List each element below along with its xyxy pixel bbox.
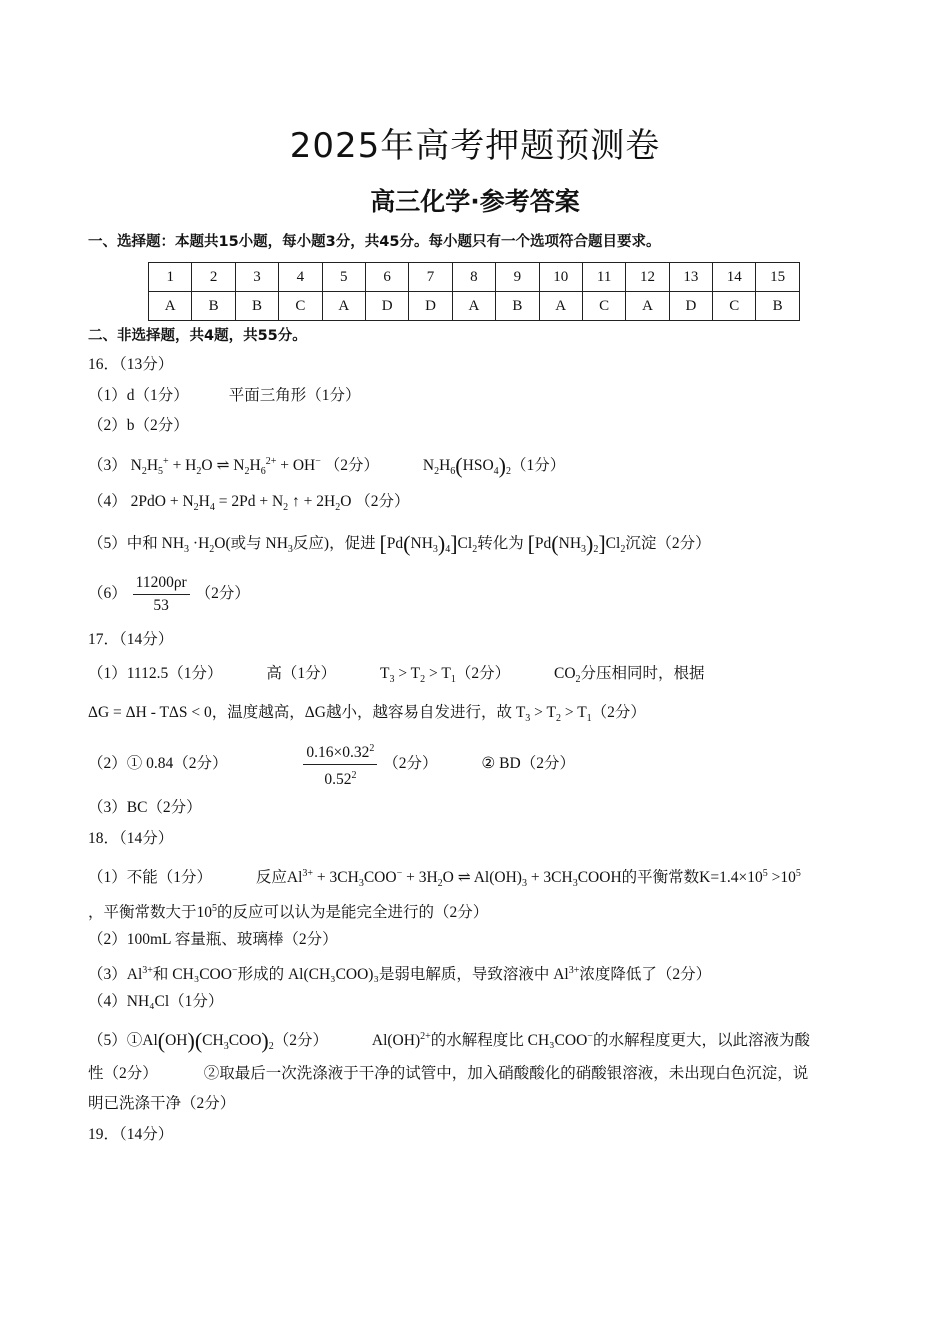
answer-table-answer-cell: B — [235, 292, 278, 321]
q16-part1 — [88, 386, 361, 406]
answer-table-number-cell: 12 — [626, 263, 669, 292]
q18-part1-equation: $Al^{3+} + 3CH_3COO^- + 3H_2O$ ⇌ $Al(OH)_3$ + $3CH_3COOH$ — [286, 868, 622, 890]
q17-part1-temps: $T_3 > T_2 > T_1$ — [380, 665, 456, 686]
q17-part1-cont-text2: 越小，越容易自发进行，故 — [325, 704, 512, 721]
answer-table-number-row — [149, 263, 800, 292]
q16-part3-equation: $N_2H_5^+ + H_2O$ ⇌ $N_2H_6^{2+} + OH^-$ — [130, 456, 321, 478]
q18-part3-text1: （3）Al — [88, 966, 143, 984]
q16-part4 — [88, 492, 410, 518]
q16-part5-text4: 转化为 — [477, 535, 524, 552]
q18-part1 — [88, 864, 801, 894]
q18-part1-cont-text1: ，平衡常数大于 — [88, 904, 197, 922]
answer-table-number-cell: 9 — [496, 263, 539, 292]
q17-part2-numerator: $0.16\times 0.32^2$ — [303, 740, 377, 765]
q17-part2-fraction — [303, 740, 377, 789]
q18-heading: 18．（14分） — [88, 830, 174, 847]
q16-part1-answer: （1）d（1分） — [88, 387, 189, 404]
section2-heading: 二、非选择题，共4题，共55分。 — [88, 328, 307, 344]
q18-part5-line2 — [88, 1064, 808, 1084]
q17-part2-denominator: 0.52$^2$ — [324, 770, 357, 789]
q18-part5-text3: 的水解程度更大，以此溶液为酸 — [592, 1032, 810, 1050]
q17-gibbs-formula: ΔG = ΔH - TΔS < 0 — [88, 704, 212, 721]
q18-part3-text4: 浓度降低了（2分） — [579, 966, 712, 984]
answer-table-answer-cell: C — [279, 292, 322, 321]
answer-table-answer-cell: C — [582, 292, 625, 321]
q18-part1-k: $K=1.4\times 10^5 >10^5$ — [699, 868, 801, 887]
q17-delta-g: ΔG — [304, 704, 326, 721]
q17-part1-answer: （1）1112.5（1分） — [88, 665, 223, 682]
q18-part5: $(5)①Al(OH)(CH_3COO)_2(2$分） Al(OH)$^{2+}$的水解程度比 CH₃COO−的水解程度更大，以此溶液为酸 — [88, 1028, 810, 1054]
q18-part1-cont-text2: 的反应可以认为是能完全进行的（2分） — [217, 904, 489, 922]
answer-table-number-cell: 1 — [149, 263, 192, 292]
page-subtitle: 高三化学·参考答案 — [370, 187, 580, 216]
q16-part3-score2: （1分） — [510, 457, 566, 475]
q16-part5-formula1: $NH_3 \cdot H_2O$ — [161, 535, 226, 556]
q17-part1-cont — [88, 703, 646, 729]
q18-part1-text2: 的平衡常数 — [621, 869, 700, 887]
q18-part5-label: （5）① — [88, 1032, 143, 1050]
q16-part5-text3: 反应)，促进 — [292, 535, 376, 552]
q18-part5-line2-score: 性（2分） — [88, 1065, 158, 1082]
answer-table-answer-cell: D — [365, 292, 408, 321]
q16-part5-text5: 沉淀（2分） — [625, 535, 711, 552]
q16-part3-formula: $N_2H_6(HSO_4)_2$ — [422, 453, 511, 479]
q18-part1-cont-power: $10^5$ — [196, 903, 218, 922]
q18-part3: $(3)Al^{3+}$和 CH₃COO−形成的 Al(CH₃COO)₃是弱电解质，导致溶液中 $Al^{3+}$浓度降低了（2分） — [88, 965, 712, 984]
q16-part6-score: （2分） — [195, 585, 250, 603]
q16-part6-numerator: 11200ρr — [133, 574, 190, 595]
q16-part3 — [88, 452, 565, 482]
answer-table-answer-cell: D — [669, 292, 712, 321]
q16-part5 — [88, 531, 711, 560]
q17-part2-den-text: 0.52 — [324, 771, 352, 789]
q17-part1-co2: $CO_2$ — [553, 665, 581, 686]
q16-part5-label: （5） — [88, 535, 127, 552]
q17-part1-cont-text1: ，温度越高， — [211, 704, 305, 721]
answer-table-number-cell: 15 — [756, 263, 799, 292]
answer-table-number-cell: 10 — [539, 263, 582, 292]
answer-table-number-cell: 7 — [409, 263, 452, 292]
answer-table-number-cell: 5 — [322, 263, 365, 292]
answer-table-answer-cell: A — [149, 292, 192, 321]
answer-table-answer-cell: B — [496, 292, 539, 321]
answer-table-number-cell: 14 — [713, 263, 756, 292]
q17-part2-num-text: 0.16×0.32 — [306, 744, 370, 762]
answer-table-number-cell: 2 — [192, 263, 235, 292]
q16-heading: 16．（13分） — [88, 356, 174, 373]
q18-part1-cont — [88, 899, 488, 923]
answer-table — [148, 262, 800, 321]
answer-table-number-cell: 3 — [235, 263, 278, 292]
q18-part3-text3: 形成的 Al(CH₃COO)₃是弱电解质，导致溶液中 Al — [237, 966, 569, 984]
answer-table-number-cell: 13 — [669, 263, 712, 292]
q17-part1-cont-score: （2分） — [591, 704, 646, 721]
q17-part2-answer2: ② BD（2分） — [481, 755, 575, 773]
q17-part1-temps2: $T_3 > T_2 > T_1$ — [515, 704, 592, 725]
q16-part4-score: （2分） — [355, 493, 410, 510]
q17-part2-score: （2分） — [383, 755, 438, 773]
page-title: 2025年高考押题预测卷 — [289, 126, 661, 166]
answer-table-answer-cell: A — [322, 292, 365, 321]
q17-part1-text: 分压相同时，根据 — [580, 665, 705, 682]
answer-table-number-cell: 4 — [279, 263, 322, 292]
q16-part6-denominator: 53 — [153, 597, 169, 614]
q16-part6-fraction — [133, 574, 190, 615]
q16-part5-text2: (或与 — [225, 535, 262, 552]
q17-part2 — [88, 740, 575, 789]
q17-heading: 17．（14分） — [88, 631, 174, 648]
q16-part5-complex2: $[Pd(NH_3)_2]Cl_2$ — [527, 531, 626, 556]
q18-part5-formula: $Al(OH)(CH_3COO)_2$ — [142, 1028, 274, 1054]
q16-part4-equation: $2PdO + N_2H_4 = 2Pd + N_2$ ↑ + $2H_2O$ — [130, 493, 352, 514]
q16-part5-formula2: $NH_3$ — [265, 535, 293, 556]
answer-table-answer-cell: A — [539, 292, 582, 321]
q18-part5-line3: 明已洗涤干净（2分） — [88, 1095, 236, 1112]
answer-table-number-cell: 8 — [452, 263, 495, 292]
q17-part1-high: 高（1分） — [266, 665, 337, 682]
answer-table-answer-cell: B — [756, 292, 799, 321]
q18-part5-text1: Al(OH) — [371, 1032, 421, 1050]
q19-heading: 19．（14分） — [88, 1126, 174, 1143]
answer-table-answer-cell: A — [626, 292, 669, 321]
q18-part4: （4）NH₄Cl（1分） — [88, 993, 224, 1010]
section1-heading: 一、选择题：本题共15小题，每小题3分，共45分。每小题只有一个选项符合题目要求。 — [88, 234, 661, 250]
q16-part3-score: （2分） — [324, 457, 380, 475]
q17-part1 — [88, 664, 705, 690]
q16-part2: （2）b（2分） — [88, 417, 189, 434]
answer-table-answer-cell: A — [452, 292, 495, 321]
answer-table-answer-cell: C — [713, 292, 756, 321]
answer-table-answer-cell: B — [192, 292, 235, 321]
q18-part5-line2-text: ②取最后一次洗涤液于干净的试管中，加入硝酸酸化的硝酸银溶液，未出现白色沉淀，说 — [203, 1065, 809, 1082]
q16-part6 — [88, 574, 250, 615]
q18-part1-answer: （1）不能（1分） — [88, 869, 213, 887]
q16-part5-text1: 中和 — [126, 535, 158, 552]
answer-table-number-cell: 11 — [582, 263, 625, 292]
q17-part2-answer: （2）① 0.84（2分） — [88, 755, 228, 773]
q18-part2: （2）100mL 容量瓶、玻璃棒（2分） — [88, 931, 338, 948]
answer-table-answer-cell: D — [409, 292, 452, 321]
q17-part1-score: （2分） — [455, 665, 511, 682]
q16-part1-shape: 平面三角形（1分） — [228, 387, 361, 404]
answer-table-number-cell: 6 — [365, 263, 408, 292]
q16-part5-complex1: $[Pd(NH_3)_4]Cl_2$ — [379, 531, 478, 556]
q16-part3-label: （3） — [88, 457, 127, 475]
q16-part4-label: （4） — [88, 493, 127, 510]
q18-part3-text2: 和 CH₃COO — [152, 966, 232, 984]
q16-part6-label: （6） — [88, 585, 127, 603]
answer-table-answer-row — [149, 292, 800, 321]
q18-part5-score: （2分） — [273, 1032, 329, 1050]
q18-part1-text1: 反应 — [255, 869, 287, 887]
q17-part3: （3）BC（2分） — [88, 799, 202, 816]
q18-part5-text2: 的水解程度比 CH₃COO — [430, 1032, 588, 1050]
